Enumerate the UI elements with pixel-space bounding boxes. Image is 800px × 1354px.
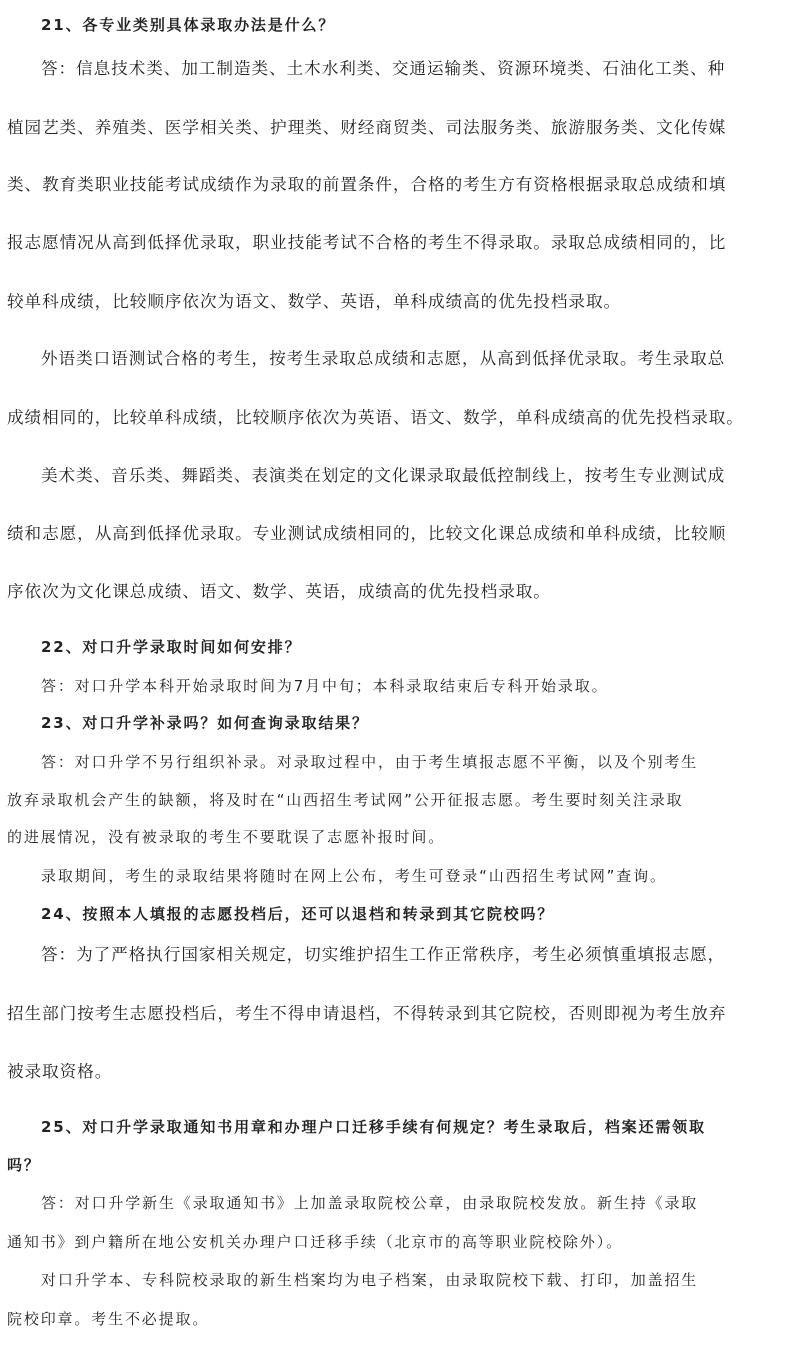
answer-21-line-4: 报志愿情况从高到低择优录取，职业技能考试不合格的考生不得录取。录取总成绩相同的，比 — [7, 233, 727, 252]
question-23: 23、对口升学补录吗？如何查询录取结果？ — [41, 714, 369, 732]
question-22: 22、对口升学录取时间如何安排？ — [41, 638, 302, 656]
answer-23-line-2: 放弃录取机会产生的缺额，将及时在“山西招生考试网”公开征报志愿。考生要时刻关注录取 — [7, 791, 684, 809]
foreign-language-line-1: 外语类口语测试合格的考生，按考生录取总成绩和志愿，从高到低择优录取。考生录取总 — [41, 349, 726, 368]
foreign-language-line-2: 成绩相同的，比较单科成绩，比较顺序依次为英语、语文、数学，单科成绩高的优先投档录取。 — [7, 408, 744, 427]
arts-line-3: 序依次为文化课总成绩、语文、数学、英语，成绩高的优先投档录取。 — [7, 582, 551, 601]
answer-21-line-3: 类、教育类职业技能考试成绩作为录取的前置条件，合格的考生方有资格根据录取总成绩和填 — [7, 175, 727, 194]
question-24: 24、按照本人填报的志愿投档后，还可以退档和转录到其它院校吗？ — [41, 905, 555, 923]
answer-21-line-5: 较单科成绩，比较顺序依次为语文、数学、英语，单科成绩高的优先投档录取。 — [7, 292, 622, 311]
answer-22: 答：对口升学本科开始录取时间为7月中旬；本科录取结束后专科开始录取。 — [41, 677, 609, 695]
answer-23-line-3: 的进展情况，没有被录取的考生不要耽误了志愿补报时间。 — [7, 828, 446, 846]
answer-21-line-2: 植园艺类、养殖类、医学相关类、护理类、财经商贸类、司法服务类、旅游服务类、文化传媒 — [7, 118, 727, 137]
question-25-line-2: 吗？ — [7, 1156, 41, 1174]
answer-23-line-1: 答：对口升学不另行组织补录。对录取过程中，由于考生填报志愿不平衡，以及个别考生 — [41, 753, 699, 771]
question-21: 21、各专业类别具体录取办法是什么？ — [41, 16, 336, 34]
answer-24-line-3: 被录取资格。 — [7, 1062, 113, 1081]
result-query-line: 录取期间，考生的录取结果将随时在网上公布，考生可登录“山西招生考试网”查询。 — [41, 867, 667, 885]
arts-line-2: 绩和志愿，从高到低择优录取。专业测试成绩相同的，比较文化课总成绩和单科成绩，比较顺 — [7, 524, 727, 543]
answer-25-line-2: 通知书》到户籍所在地公安机关办理户口迁移手续（北京市的高等职业院校除外）。 — [7, 1233, 623, 1251]
arts-line-1: 美术类、音乐类、舞蹈类、表演类在划定的文化课录取最低控制线上，按考生专业测试成 — [41, 466, 726, 485]
archive-line-2: 院校印章。考生不必提取。 — [7, 1310, 210, 1328]
answer-25-line-1: 答：对口升学新生《录取通知书》上加盖录取院校公章，由录取院校发放。新生持《录取 — [41, 1194, 699, 1212]
answer-24-line-1: 答：为了严格执行国家相关规定，切实维护招生工作正常秩序，考生必须慎重填报志愿， — [41, 945, 726, 964]
archive-line-1: 对口升学本、专科院校录取的新生档案均为电子档案，由录取院校下载、打印，加盖招生 — [41, 1271, 699, 1289]
question-25-line-1: 25、对口升学录取通知书用章和办理户口迁移手续有何规定？考生录取后，档案还需领取 — [41, 1118, 706, 1136]
answer-24-line-2: 招生部门按考生志愿投档后，考生不得申请退档，不得转录到其它院校，否则即视为考生放弃 — [7, 1004, 727, 1023]
answer-21-line-1: 答：信息技术类、加工制造类、土木水利类、交通运输类、资源环境类、石油化工类、种 — [41, 59, 726, 78]
